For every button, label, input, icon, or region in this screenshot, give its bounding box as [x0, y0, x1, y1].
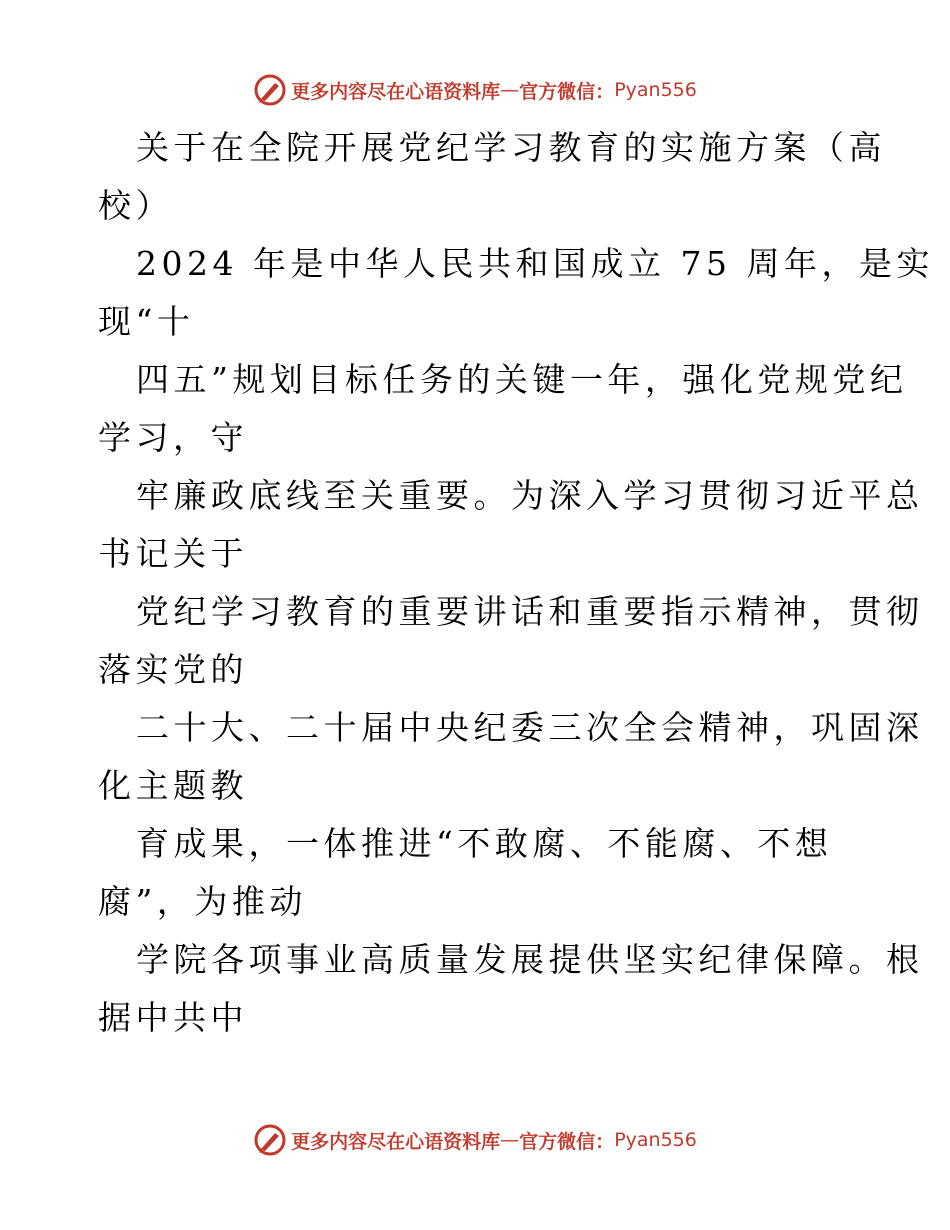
document-line: 党纪学习教育的重要讲话和重要指示精神，贯彻 [136, 592, 924, 631]
document-line: 2024 年是中华人民共和国成立 75 周年，是实 [136, 244, 934, 283]
document-line: 腐”，为推动 [98, 882, 307, 921]
document-line: 二十大、二十届中央纪委三次全会精神，巩固深 [136, 708, 924, 747]
document-line: 学习，守 [98, 418, 248, 457]
pen-logo-icon [253, 73, 287, 107]
document-line: 四五”规划目标任务的关键一年，强化党规党纪 [136, 360, 908, 399]
watermark-contact-id: Pyan556 [614, 1129, 697, 1151]
document-line: 据中共中 [98, 998, 248, 1037]
watermark-contact-label: 官方微信： [519, 1130, 615, 1153]
watermark-contact-id: Pyan556 [614, 79, 697, 101]
document-line: 关于在全院开展党纪学习教育的实施方案（高 [136, 128, 886, 167]
document-line: 学院各项事业高质量发展提供坚实纪律保障。根 [136, 940, 924, 979]
watermark-site-name: 更多内容尽在心语资料库 [291, 80, 501, 103]
header-watermark [0, 72, 950, 108]
document-line: 落实党的 [98, 650, 248, 689]
document-line: 牢廉政底线至关重要。为深入学习贯彻习近平总 [136, 476, 924, 515]
document-line: 书记关于 [98, 534, 248, 573]
document-line: 化主题教 [98, 766, 248, 805]
watermark-site-name: 更多内容尽在心语资料库 [291, 1130, 501, 1153]
document-line: 现“十 [98, 302, 195, 341]
document-line: 育成果，一体推进“不敢腐、不能腐、不想 [136, 824, 833, 863]
watermark-separator: — [500, 1129, 520, 1151]
watermark-separator: — [500, 79, 520, 101]
pen-logo-icon [253, 1123, 287, 1157]
document-line: 校） [98, 186, 173, 225]
footer-watermark [0, 1122, 950, 1158]
watermark-contact-label: 官方微信： [519, 80, 615, 103]
